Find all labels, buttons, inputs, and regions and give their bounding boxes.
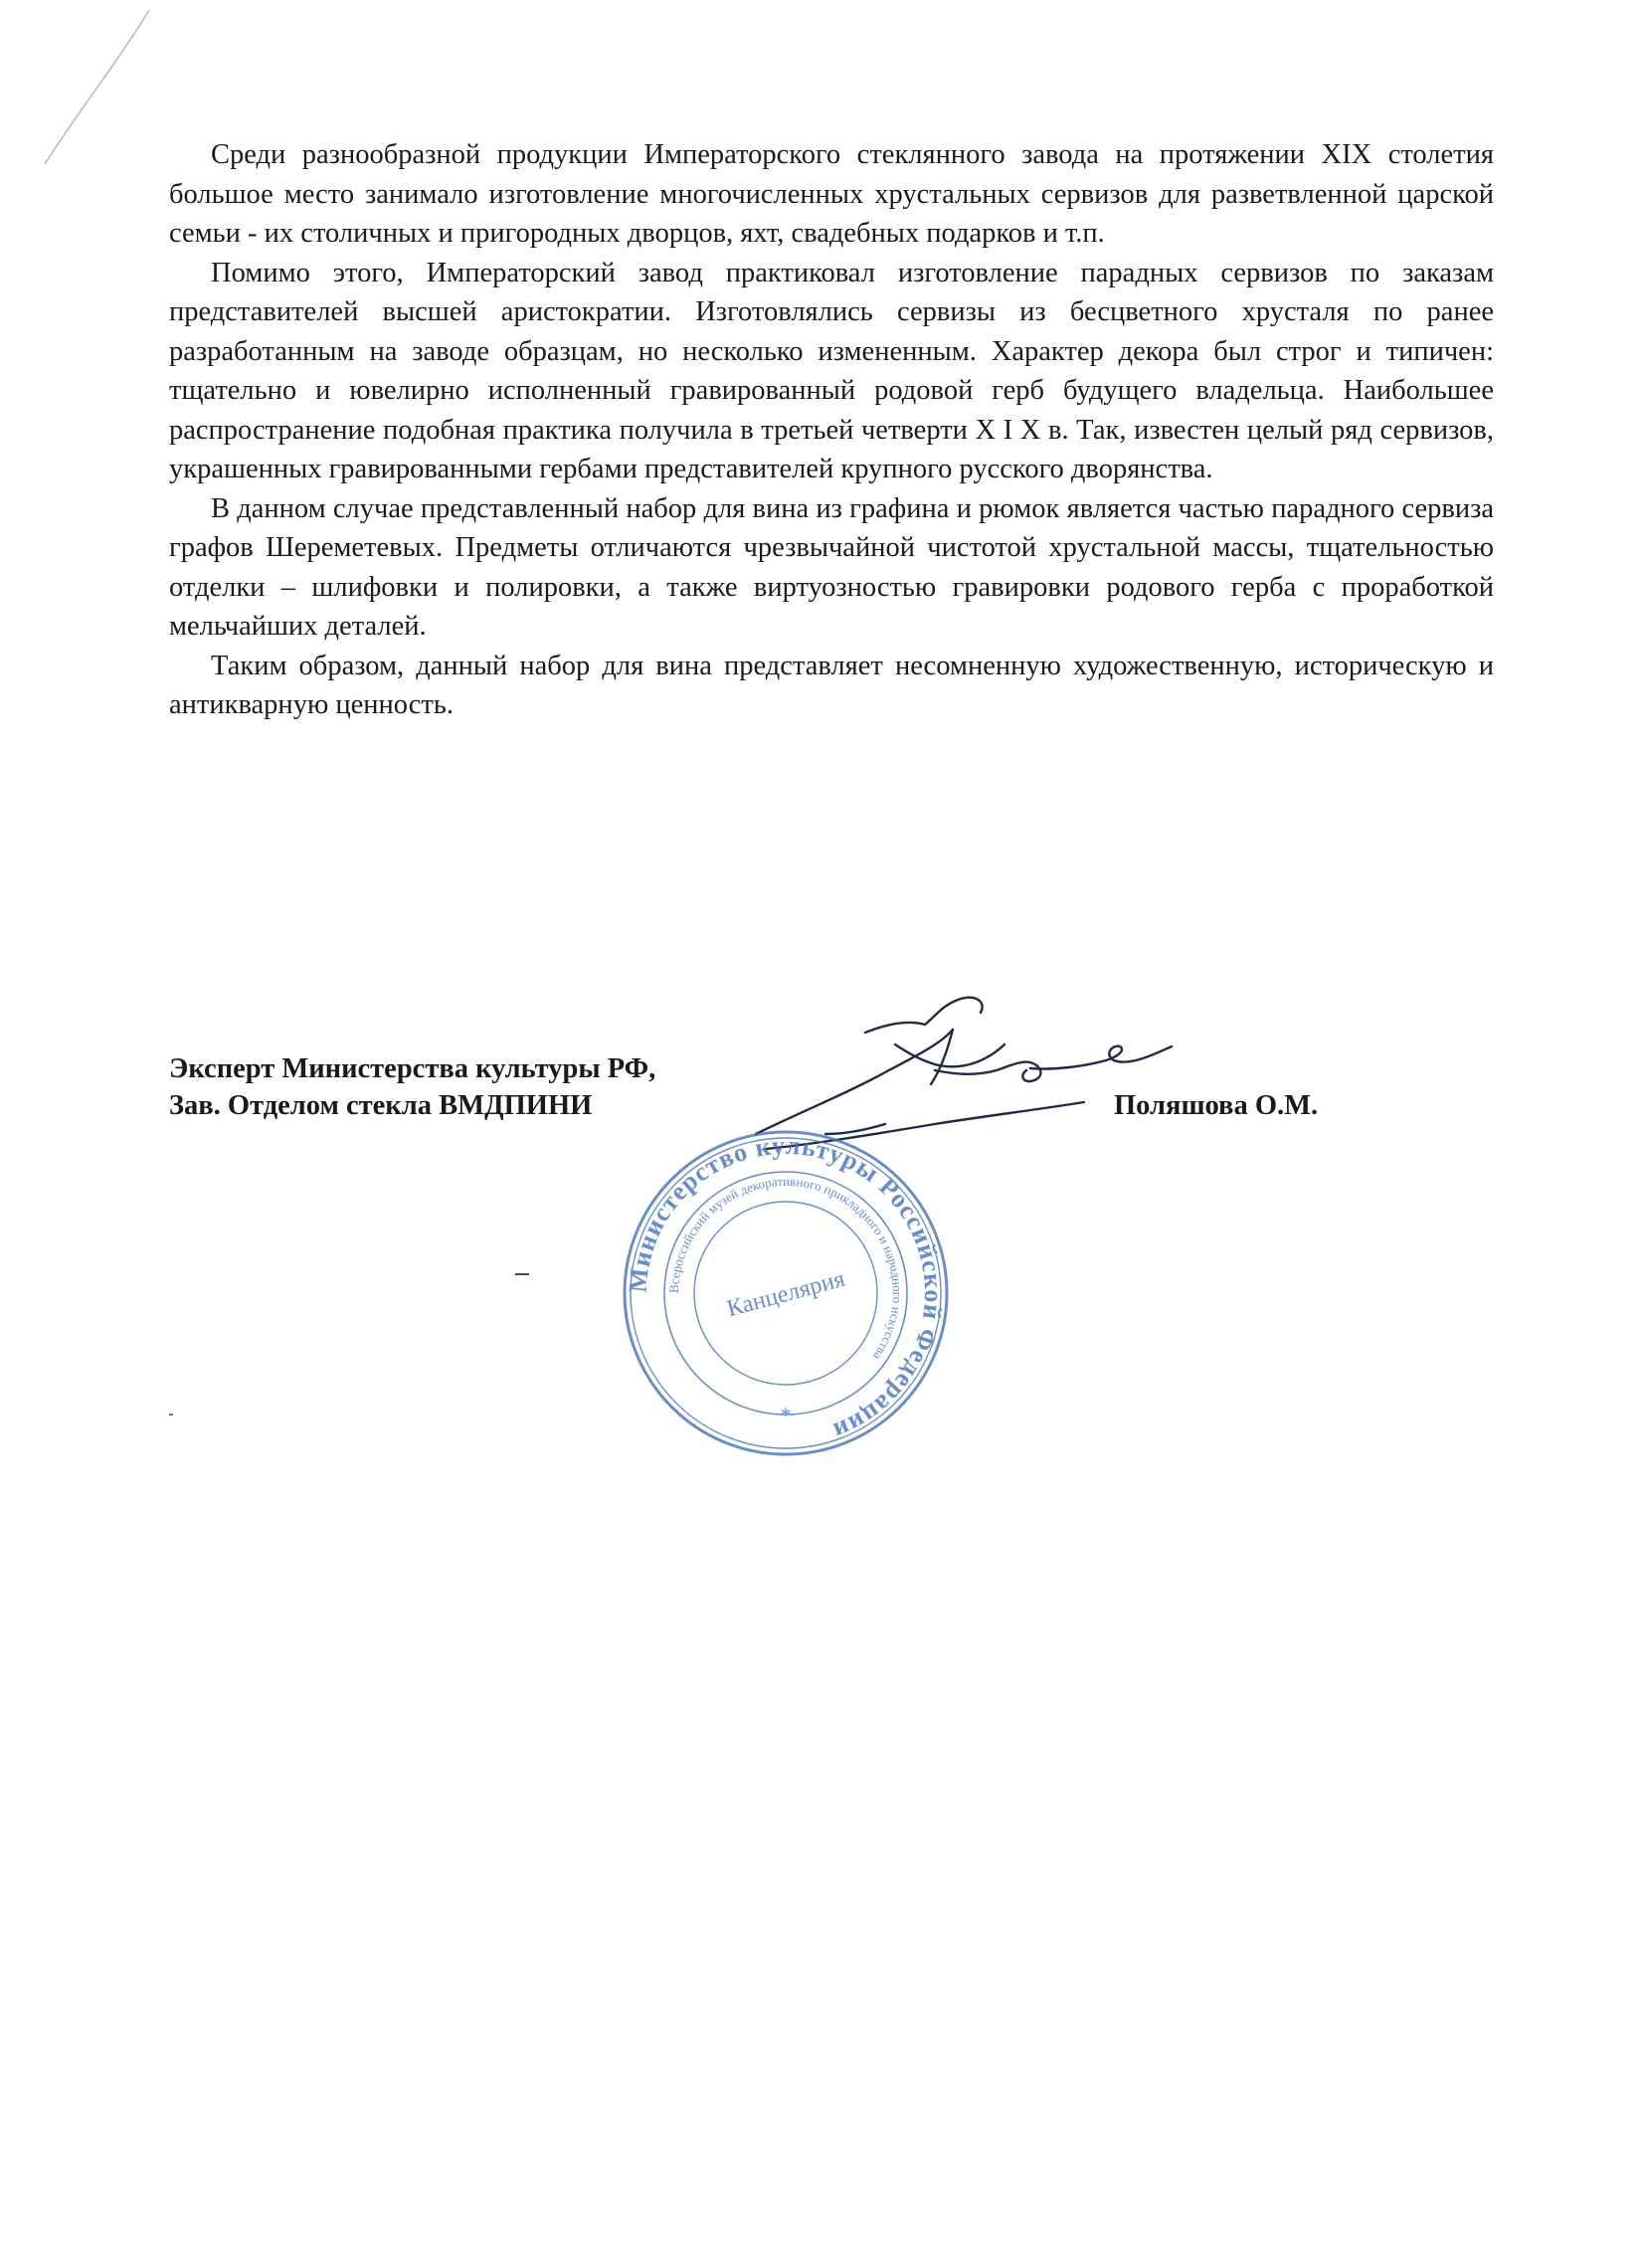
- stray-mark: [515, 1273, 529, 1275]
- paragraph-1: Среди разнообразной продукции Императорского стеклянного завода на протяжении XIX столетия большое место занимало изготовление многочисленных хрустальных сервизов для разветвленной царской семьи - их столичных и пригородных дворцов, яхт, свадебных подарков и т.п.: [169, 139, 1494, 249]
- paragraph-2: Помимо этого, Императорский завод практиковал изготовление парадных сервизов по заказам представителей высшей аристократии. Изготовлялись сервизы из бесцветного хрусталя по ранее разработанным на заводе образцам, но несколько измененным. Характер декора был строг и типичен: тщательно и ювелирно исполненный гравированный родовой герб будущего владельца. Наибольшее распространение подобная практика получила в третьей четверти X I X в. Так, известен целый ряд сервизов, украшенных гравированными гербами представителей крупного русского дворянства.: [169, 257, 1494, 484]
- stamp-outer-text: Министерство культуры Российской Федерации: [623, 1130, 949, 1446]
- paragraph-3: В данном случае представленный набор для вина из графина и рюмок является частью парадного сервиза графов Шереметевых. Предметы отличаются чрезвычайной чистотой хрустальной массы, тщательностью отделки – шлифовки и полировки, а также виртуозностью гравировки родового герба с проработкой мельчайших деталей.: [169, 492, 1494, 642]
- signer-position: Зав. Отделом стекла ВМДПИНИ: [169, 1090, 593, 1121]
- paragraph-4: Таким образом, данный набор для вина представляет несомненную художественную, историческую и антикварную ценность.: [169, 650, 1494, 720]
- stamp-center-text: Канцелярия: [724, 1265, 848, 1323]
- signer-title: Эксперт Министерства культуры РФ,: [169, 1053, 656, 1084]
- signer-name: Поляшова О.М.: [1114, 1090, 1319, 1121]
- document-body: [169, 135, 1494, 725]
- stray-dot: [169, 1414, 173, 1416]
- stamp-inner-text: Всероссийский музей декоративного прикладного и народного искусства: [665, 1173, 906, 1364]
- official-stamp: [617, 1124, 955, 1462]
- svg-text:*: *: [780, 1403, 792, 1427]
